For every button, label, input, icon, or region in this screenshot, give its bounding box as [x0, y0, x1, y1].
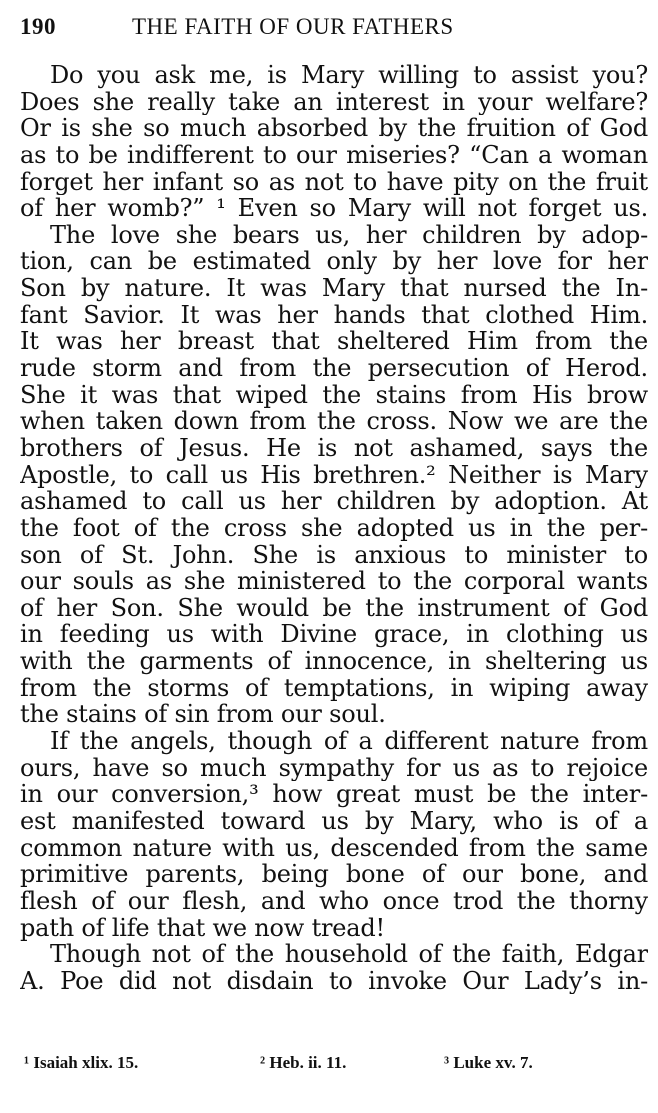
text-line: Though not of the household of the faith, Edgar — [50, 941, 648, 968]
text-line: ashamed to call us her children by adoption. At — [20, 488, 648, 515]
text-line: If the angels, though of a different nature from — [50, 728, 648, 755]
footnote: ³ Luke xv. 7. — [444, 1053, 533, 1072]
text-line: It was her breast that sheltered Him from the — [20, 328, 648, 356]
text-line: Do you ask me, is Mary willing to assist you? — [50, 62, 648, 89]
text-line: fant Savior. It was her hands that clothed Him. — [20, 301, 648, 329]
text-line: brothers of Jesus. He is not ashamed, says the — [20, 434, 648, 462]
text-line: forget her infant so as not to have pity on the fruit — [20, 168, 648, 196]
text-line: in feeding us with Divine grace, in clothing us — [20, 621, 648, 649]
text-line: of her womb?” ¹ Even so Mary will not forget us. — [20, 195, 648, 222]
text-line: as to be indifferent to our miseries? “Can a woman — [20, 141, 648, 169]
text-line: common nature with us, descended from the same — [20, 834, 648, 862]
running-head — [20, 14, 640, 48]
text-line: rude storm and from the persecution of Herod. — [20, 355, 648, 382]
page-number: 190 — [20, 14, 56, 39]
text-line: son of St. John. She is anxious to minister to — [20, 541, 648, 569]
footnote: ¹ Isaiah xlix. 15. — [24, 1053, 139, 1072]
text-line: the stains of sin from our soul. — [20, 701, 386, 729]
text-line: of her Son. She would be the instrument of God — [20, 594, 648, 622]
body-text — [20, 62, 648, 994]
text-line: our souls as she ministered to the corporal wants — [20, 568, 648, 595]
text-line: She it was that wiped the stains from His brow — [20, 381, 648, 409]
text-line: from the storms of temptations, in wiping away — [20, 674, 648, 702]
footnotes — [24, 1053, 644, 1079]
text-line: Does she really take an interest in your welfare? — [20, 88, 648, 116]
text-line: in our conversion,³ how great must be the inter- — [20, 781, 648, 808]
text-line: est manifested toward us by Mary, who is of a — [20, 807, 648, 835]
text-line: tion, can be estimated only by her love for her — [20, 248, 648, 276]
text-line: when taken down from the cross. Now we are the — [20, 408, 648, 435]
text-line: Son by nature. It was Mary that nursed the In- — [20, 275, 648, 302]
text-line: Apostle, to call us His brethren.² Neither is Mary — [20, 461, 648, 489]
text-line: primitive parents, being bone of our bone, and — [20, 861, 648, 888]
text-line: ours, have so much sympathy for us as to rejoice — [20, 754, 648, 782]
text-line: the foot of the cross she adopted us in the per- — [20, 514, 648, 542]
text-line: Or is she so much absorbed by the fruition of God — [20, 115, 648, 142]
running-title: THE FAITH OF OUR FATHERS — [132, 14, 454, 39]
text-line: flesh of our flesh, and who once trod the thorny — [20, 887, 648, 915]
text-line: The love she bears us, her children by adop- — [50, 221, 648, 249]
text-line: with the garments of innocence, in sheltering us — [20, 648, 648, 675]
text-line: path of life that we now tread! — [20, 914, 386, 942]
footnote: ² Heb. ii. 11. — [260, 1053, 347, 1072]
text-line: A. Poe did not disdain to invoke Our Lady’s in- — [20, 967, 648, 995]
